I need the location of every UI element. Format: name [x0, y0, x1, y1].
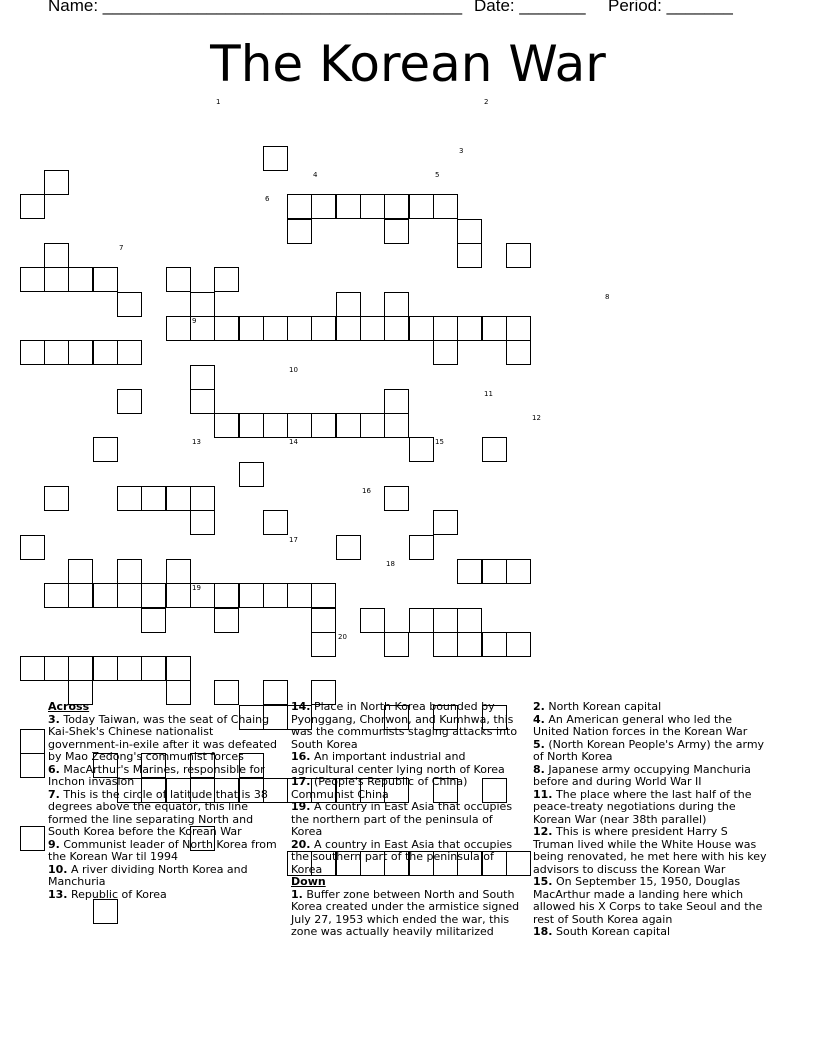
clue-item: [291, 776, 527, 801]
clue-item-text: An important industrial and agricultural center lying north of Korea: [291, 750, 505, 776]
across-clue-list: [48, 714, 284, 902]
crossword-cell[interactable]: [409, 437, 434, 462]
crossword-cell[interactable]: [117, 486, 142, 511]
clue-item-text: Communist leader of North Korea from the Korean War til 1994: [48, 837, 277, 863]
clue-number: 11: [484, 390, 493, 398]
down-clue-list: [291, 889, 527, 939]
clue-item: [291, 839, 527, 877]
clue-number: 17: [289, 536, 298, 544]
crossword-cell[interactable]: [409, 316, 434, 341]
crossword-cell[interactable]: [239, 462, 264, 487]
crossword-cell[interactable]: [384, 389, 409, 414]
crossword-cell[interactable]: [311, 608, 336, 633]
crossword-cell[interactable]: [433, 608, 458, 633]
page-title: The Korean War: [210, 35, 606, 93]
crossword-cell[interactable]: [117, 583, 142, 608]
crossword-cell[interactable]: [384, 292, 409, 317]
crossword-cell[interactable]: [360, 194, 385, 219]
crossword-cell[interactable]: [141, 656, 166, 681]
clues-column-2: [291, 701, 527, 939]
clue-item-number: 20.: [291, 837, 311, 851]
crossword-cell[interactable]: [409, 608, 434, 633]
clue-number: 15: [435, 438, 444, 446]
crossword-cell[interactable]: [44, 170, 69, 195]
crossword-cell[interactable]: [433, 632, 458, 657]
crossword-cell[interactable]: [482, 437, 507, 462]
crossword-cell[interactable]: [141, 608, 166, 633]
crossword-cell[interactable]: [117, 340, 142, 365]
clue-item-text: (North Korean People's Army) the army of North Korea: [533, 737, 765, 763]
clue-item-number: 6.: [48, 762, 60, 776]
crossword-cell[interactable]: [311, 316, 336, 341]
clue-item-number: 5.: [533, 737, 545, 751]
clue-item: [533, 876, 769, 926]
crossword-cell[interactable]: [384, 194, 409, 219]
crossword-cell[interactable]: [384, 219, 409, 244]
clue-item-text: Today Taiwan, was the seat of Chaing Kai-Shek's Chinese nationalist government-in-exile after it was defeated by Mao Zedong's communist forces: [48, 712, 278, 763]
clue-item-number: 14.: [291, 700, 311, 713]
crossword-cell[interactable]: [190, 365, 215, 390]
clue-item: [291, 801, 527, 839]
clue-number: 16: [362, 487, 371, 495]
crossword-cell[interactable]: [20, 826, 45, 851]
crossword-cell[interactable]: [457, 608, 482, 633]
crossword-cell[interactable]: [360, 413, 385, 438]
clue-item: [533, 789, 769, 827]
clue-item-text: The place where the last half of the peace-treaty negotiations during the Korean War (near 38th parallel): [533, 787, 752, 826]
crossword-cell[interactable]: [166, 486, 191, 511]
period-field-label: Period: _______: [608, 0, 733, 15]
crossword-cell[interactable]: [457, 243, 482, 268]
crossword-cell[interactable]: [117, 656, 142, 681]
clue-item-text: Japanese army occupying Manchuria before and during World War II: [533, 762, 751, 788]
crossword-cell[interactable]: [20, 194, 45, 219]
clue-item-text: Place in North Korea bounded by Pyonggang, Chorwon, and Kumhwa, this was the communists staging attacks into South Korea: [291, 700, 518, 751]
clue-item-number: 4.: [533, 712, 545, 726]
clue-number: 2: [484, 98, 489, 106]
crossword-cell[interactable]: [214, 316, 239, 341]
clue-item-number: 13.: [48, 887, 68, 901]
clue-number: 20: [338, 633, 347, 641]
clue-item: [533, 739, 769, 764]
crossword-cell[interactable]: [311, 583, 336, 608]
crossword-cell[interactable]: [336, 413, 361, 438]
crossword-cell[interactable]: [68, 267, 93, 292]
crossword-cell[interactable]: [44, 340, 69, 365]
crossword-cell[interactable]: [336, 292, 361, 317]
down-clue-list-continued: [533, 701, 769, 939]
clue-item-text: North Korean capital: [544, 700, 662, 713]
crossword-cell[interactable]: [384, 486, 409, 511]
clue-item-text: This is the circle of latitude that is 38 degrees above the equator, this line formed the line separating North and South Korea before the Korean War: [48, 787, 268, 838]
clue-item: [48, 764, 284, 789]
clue-item-number: 16.: [291, 750, 311, 763]
crossword-cell[interactable]: [166, 267, 191, 292]
crossword-cell[interactable]: [287, 219, 312, 244]
clue-number: 10: [289, 366, 298, 374]
crossword-cell[interactable]: [433, 340, 458, 365]
clue-item-number: 9.: [48, 837, 60, 851]
name-field-label: Name: ______________________________________: [48, 0, 463, 15]
crossword-cell[interactable]: [506, 316, 531, 341]
crossword-cell[interactable]: [44, 583, 69, 608]
crossword-cell[interactable]: [239, 316, 264, 341]
clue-item-number: 3.: [48, 712, 60, 726]
clue-item-text: Republic of Korea: [67, 887, 167, 901]
clue-item-text: Buffer zone between North and South Korea created under the armistice signed July 27, 1953 which ended the war, this zone was actually heavily militarized: [291, 887, 520, 938]
crossword-cell[interactable]: [311, 632, 336, 657]
clue-item-text: A country in East Asia that occupies the northern part of the peninsula of Korea: [291, 800, 513, 838]
crossword-cell[interactable]: [214, 413, 239, 438]
clue-number: 19: [192, 584, 201, 592]
clue-item: [48, 839, 284, 864]
crossword-cell[interactable]: [433, 194, 458, 219]
crossword-cell[interactable]: [457, 219, 482, 244]
crossword-cell[interactable]: [93, 267, 118, 292]
crossword-cell[interactable]: [214, 267, 239, 292]
clue-item: [291, 889, 527, 939]
crossword-cell[interactable]: [263, 413, 288, 438]
crossword-cell[interactable]: [287, 413, 312, 438]
clue-number: 9: [192, 317, 197, 325]
clue-item-number: 1.: [291, 887, 303, 901]
crossword-cell[interactable]: [166, 583, 191, 608]
crossword-cell[interactable]: [20, 729, 45, 754]
crossword-cell[interactable]: [384, 316, 409, 341]
crossword-cell[interactable]: [68, 340, 93, 365]
crossword-cell[interactable]: [457, 632, 482, 657]
clue-item: [48, 714, 284, 764]
clue-number: 6: [265, 195, 270, 203]
crossword-cell[interactable]: [20, 267, 45, 292]
across-clue-list-continued: [291, 701, 527, 876]
clue-item: [291, 751, 527, 776]
clue-number: 4: [313, 171, 318, 179]
clue-number: 14: [289, 438, 298, 446]
crossword-cell[interactable]: [360, 608, 385, 633]
crossword-cell[interactable]: [68, 559, 93, 584]
clue-item-number: 10.: [48, 862, 68, 876]
crossword-cell[interactable]: [20, 656, 45, 681]
clue-item-text: An American general who led the United Nation forces in the Korean War: [533, 712, 748, 738]
crossword-cell[interactable]: [117, 292, 142, 317]
crossword-cell[interactable]: [93, 656, 118, 681]
crossword-cell[interactable]: [506, 632, 531, 657]
crossword-cell[interactable]: [457, 316, 482, 341]
crossword-cell[interactable]: [263, 510, 288, 535]
crossword-cell[interactable]: [141, 486, 166, 511]
crossword-cell[interactable]: [239, 583, 264, 608]
crossword-cell[interactable]: [409, 194, 434, 219]
clue-item-number: 2.: [533, 700, 545, 713]
crossword-cell[interactable]: [506, 340, 531, 365]
crossword-cell[interactable]: [482, 559, 507, 584]
crossword-cell[interactable]: [311, 413, 336, 438]
clue-item-number: 17.: [291, 775, 311, 788]
crossword-cell[interactable]: [44, 243, 69, 268]
crossword-cell[interactable]: [190, 292, 215, 317]
crossword-cell[interactable]: [482, 316, 507, 341]
down-heading: Down: [291, 875, 326, 888]
crossword-cell[interactable]: [263, 146, 288, 171]
clue-number: 13: [192, 438, 201, 446]
crossword-cell[interactable]: [433, 510, 458, 535]
crossword-cell[interactable]: [457, 559, 482, 584]
crossword-cell[interactable]: [68, 656, 93, 681]
clue-number: 7: [119, 244, 124, 252]
crossword-cell[interactable]: [68, 583, 93, 608]
crossword-cell[interactable]: [117, 389, 142, 414]
clue-item: [533, 714, 769, 739]
crossword-cell[interactable]: [214, 583, 239, 608]
crossword-cell[interactable]: [287, 194, 312, 219]
crossword-cell[interactable]: [336, 316, 361, 341]
crossword-cell[interactable]: [93, 340, 118, 365]
crossword-cell[interactable]: [190, 510, 215, 535]
clue-item: [533, 764, 769, 789]
crossword-cell[interactable]: [166, 559, 191, 584]
crossword-cell[interactable]: [44, 486, 69, 511]
clue-item-number: 18.: [533, 925, 553, 938]
crossword-cell[interactable]: [409, 535, 434, 560]
clue-item: [533, 926, 769, 939]
crossword-cell[interactable]: [44, 267, 69, 292]
clue-number: 5: [435, 171, 440, 179]
crossword-cell[interactable]: [506, 243, 531, 268]
crossword-cell[interactable]: [360, 316, 385, 341]
clue-item-text: A river dividing North Korea and Manchuria: [48, 862, 248, 888]
clue-item-number: 12.: [533, 825, 553, 838]
crossword-cell[interactable]: [384, 413, 409, 438]
crossword-cell[interactable]: [239, 413, 264, 438]
crossword-cell[interactable]: [433, 316, 458, 341]
clue-number: 3: [459, 147, 464, 155]
clue-item-number: 19.: [291, 800, 311, 813]
date-field-label: Date: _______: [474, 0, 586, 15]
crossword-cell[interactable]: [166, 656, 191, 681]
clue-item-text: MacArthur's Marines, responsible for Inchon invasion: [48, 762, 265, 788]
clue-item: [48, 789, 284, 839]
crossword-cell[interactable]: [44, 656, 69, 681]
crossword-cell[interactable]: [214, 608, 239, 633]
crossword-cell[interactable]: [117, 559, 142, 584]
clue-item-number: 15.: [533, 875, 553, 888]
crossword-cell[interactable]: [20, 535, 45, 560]
clue-item-text: South Korean capital: [552, 925, 671, 938]
crossword-cell[interactable]: [336, 194, 361, 219]
crossword-cell[interactable]: [482, 632, 507, 657]
crossword-cell[interactable]: [93, 437, 118, 462]
clue-item-text: A country in East Asia that occupies the southern part of the peninsula of Korea: [291, 837, 513, 876]
crossword-cell[interactable]: [287, 316, 312, 341]
crossword-cell[interactable]: [190, 389, 215, 414]
crossword-cell[interactable]: [287, 583, 312, 608]
crossword-cell[interactable]: [190, 486, 215, 511]
crossword-cell[interactable]: [166, 316, 191, 341]
crossword-cell[interactable]: [93, 899, 118, 924]
clue-item-number: 11.: [533, 787, 553, 801]
clue-item: [48, 889, 284, 902]
clue-item-text: (People's Republic of China) Communist China: [291, 775, 468, 801]
crossword-cell[interactable]: [506, 559, 531, 584]
crossword-cell[interactable]: [336, 535, 361, 560]
clue-item: [291, 701, 527, 751]
crossword-cell[interactable]: [263, 316, 288, 341]
clue-item-number: 7.: [48, 787, 60, 801]
crossword-cell[interactable]: [311, 194, 336, 219]
clue-item-text: This is where president Harry S Truman lived while the White House was being renovated, he met here with his key advisors to discuss the Korean War: [533, 825, 767, 876]
clues-column-1: [48, 701, 284, 901]
crossword-cell[interactable]: [20, 340, 45, 365]
clue-number: 8: [605, 293, 610, 301]
clue-item-text: On September 15, 1950, Douglas MacArthur made a landing here which allowed his X Corps to take Seoul and the rest of South Korea again: [533, 875, 763, 926]
clue-item: [533, 826, 769, 876]
clue-number: 12: [532, 414, 541, 422]
crossword-cell[interactable]: [93, 583, 118, 608]
crossword-cell[interactable]: [20, 753, 45, 778]
clues-column-3: [533, 701, 769, 939]
clue-item: [48, 864, 284, 889]
crossword-cell[interactable]: [263, 583, 288, 608]
clue-number: 1: [216, 98, 221, 106]
clue-number: 18: [386, 560, 395, 568]
crossword-cell[interactable]: [384, 632, 409, 657]
crossword-cell[interactable]: [141, 583, 166, 608]
clue-item-number: 8.: [533, 762, 545, 776]
across-heading: Across: [48, 700, 90, 713]
